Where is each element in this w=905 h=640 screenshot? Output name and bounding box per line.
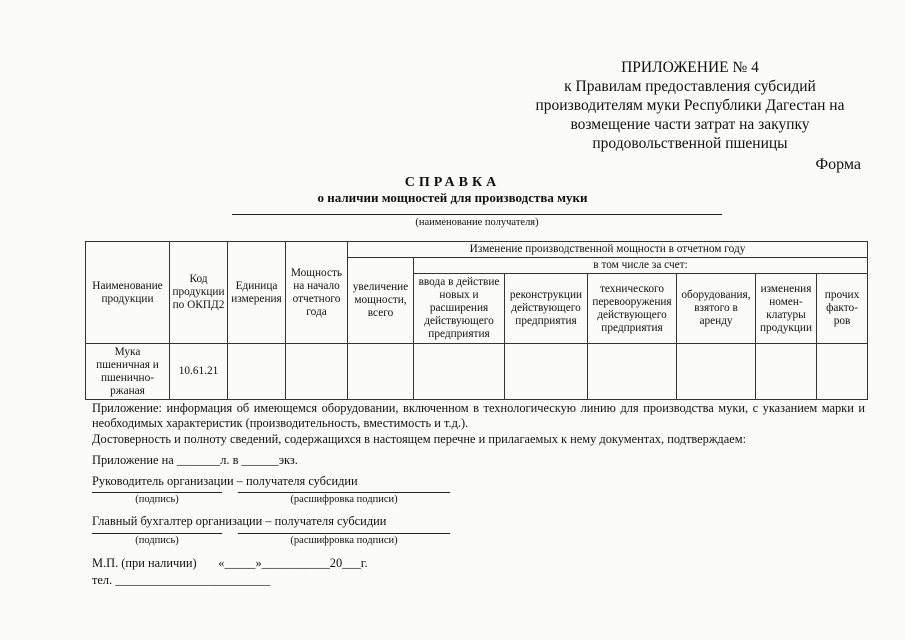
cell-capacity-start[interactable] [286,344,348,400]
stamp-date-line[interactable]: М.П. (при наличии) «_____»___________20___г. [92,556,368,570]
cell-commissioning[interactable] [414,344,505,400]
cell-product-code: 10.61.21 [170,344,228,400]
appendix-note: Приложение: информация об имеющемся оборудовании, включенном в технологическую линию для производства муки, с указанием марки и необходимых характеристик (производительность, вместимость и т.д.). [92,401,865,430]
header-product-code: Код продукции по ОКПД2 [170,242,228,344]
header-leased-equipment: оборудования, взятого в аренду [677,274,756,344]
header-capacity-start: Мощность на начало отчетного года [286,242,348,344]
accountant-label: Главный бухгалтер организации – получателя субсидии [92,514,387,528]
recipient-caption: (наименование получателя) [415,217,539,228]
head-label: Руководитель организации – получателя субсидии [92,474,358,488]
appendix-number: ПРИЛОЖЕНИЕ № 4 [621,59,759,76]
header-change-group: Изменение производственной мощности в отчетном году [348,242,868,258]
form-label: Форма [815,156,861,173]
appendix-rule-reference-2: производителям муки Республики Дагестан на [535,97,845,114]
accountant-signature-field[interactable] [92,533,222,534]
confirmation-note: Достоверность и полноту сведений, содержащихся в настоящем перечне и прилагаемых к нему документах, подтверждаем: [92,432,747,446]
header-reequipment: технического перевооружения действующего предприятия [588,274,677,344]
header-other: прочих факто-ров [817,274,868,344]
appendix-rule-reference-3: возмещение части затрат на закупку [570,116,810,133]
head-signature-caption: (подпись) [135,494,179,505]
head-decoding-field[interactable] [238,492,450,493]
header-product-name: Наименование продукции [86,242,170,344]
cell-reconstruction[interactable] [505,344,588,400]
appendix-header [520,58,860,153]
accountant-decoding-field[interactable] [238,533,450,534]
document-title: СПРАВКА [404,175,501,190]
cell-unit[interactable] [228,344,286,400]
head-decoding-caption: (расшифровка подписи) [290,494,398,505]
header-commissioning: ввода в действие новых и расширения действующего предприятия [414,274,505,344]
recipient-name-field[interactable] [232,214,722,215]
cell-other[interactable] [817,344,868,400]
cell-reequipment[interactable] [588,344,677,400]
head-signature-field[interactable] [92,492,222,493]
cell-leased-equipment[interactable] [677,344,756,400]
header-reconstruction: реконструкции действующего предприятия [505,274,588,344]
header-including: в том числе за счет: [414,258,868,274]
cell-product-name: Мука пшеничная и пшенично-ржаная [86,344,170,400]
accountant-decoding-caption: (расшифровка подписи) [290,535,398,546]
cell-nomenclature[interactable] [756,344,817,400]
attachment-line[interactable]: Приложение на _______л. в ______экз. [92,453,298,467]
cell-increase-total[interactable] [348,344,414,400]
document-subtitle: о наличии мощностей для производства муки [317,190,588,205]
phone-line[interactable]: тел. _________________________ [92,573,271,587]
appendix-rule-reference-4: продовольственной пшеницы [592,135,788,152]
capacity-table [85,241,868,400]
header-nomenclature: изменения номен-клатуры продукции [756,274,817,344]
table-row [86,344,868,400]
appendix-rule-reference: к Правилам предоставления субсидий [564,78,816,95]
header-unit: Единица измерения [228,242,286,344]
header-increase-total: увеличение мощности, всего [348,258,414,344]
accountant-signature-caption: (подпись) [135,535,179,546]
